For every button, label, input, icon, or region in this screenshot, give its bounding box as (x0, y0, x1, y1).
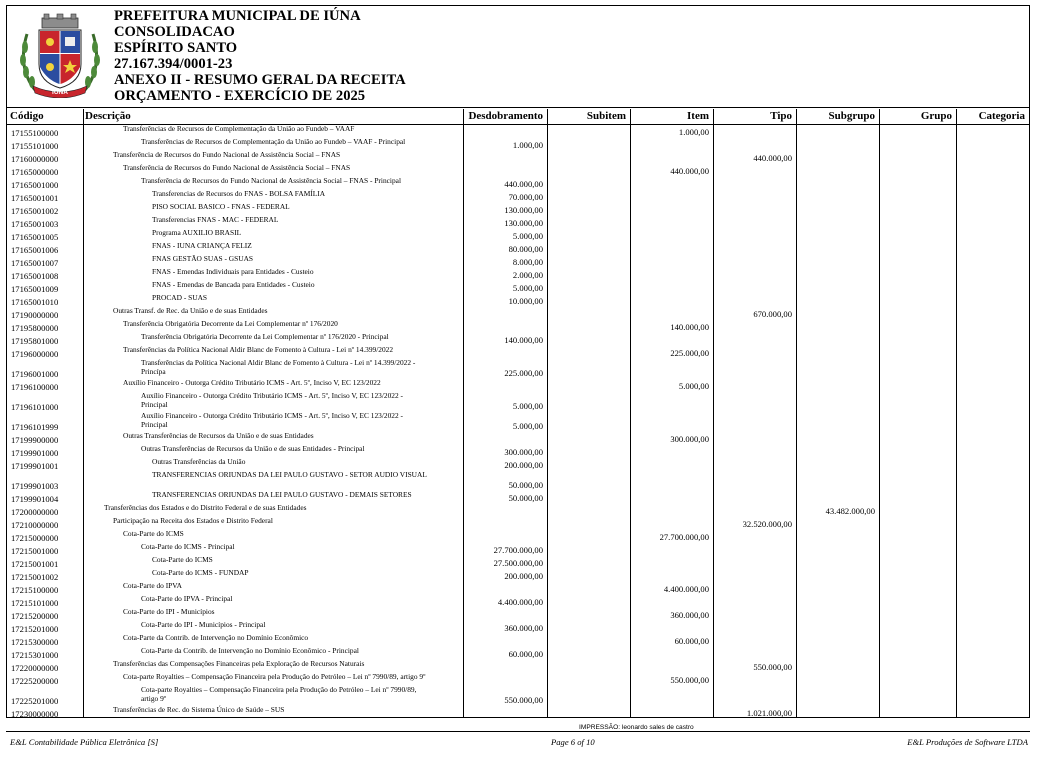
row-description: Cota-parte Royalties – Compensação Financeira pela Produção do Petróleo – Lei nº 7990/89, artigo 9º (141, 685, 417, 703)
row-amount-item: 27.700.000,00 (659, 532, 709, 542)
row-code: 17215101000 (11, 598, 59, 608)
row-amount-tipo: 1.021.000,00 (746, 708, 792, 718)
row-code: 17165001000 (11, 180, 59, 190)
row-code: 17215200000 (11, 611, 59, 621)
row-description: Transferência Obrigatória Decorrente da Lei Complementar nº 176/2020 (123, 319, 338, 328)
row-description: Cota-parte Royalties – Compensação Financeira pela Produção do Petróleo – Lei nº 7990/89, artigo 9º (123, 672, 426, 681)
row-code: 17199901004 (11, 494, 59, 504)
row-description: FNAS GESTÃO SUAS - GSUAS (152, 254, 254, 263)
budget-year: ORÇAMENTO - EXERCÍCIO DE 2025 (114, 88, 366, 104)
row-description: Cota-Parte do ICMS (152, 555, 213, 564)
col-subitem: Subitem (586, 110, 626, 122)
row-description: FNAS - Emendas Individuais para Entidades - Custeio (152, 267, 314, 276)
row-description: Transferências da Política Nacional Aldir Blanc de Fomento à Cultura - Lei nº 14.399/2022 - Princípa (141, 358, 416, 376)
row-description: Transferências de Recursos de Complementação da União ao Fundeb – VAAF - Principal (141, 137, 406, 146)
row-description: FNAS - Emendas de Bancada para Entidades - Custeio (152, 280, 315, 289)
municipal-coat-of-arms-icon (15, 12, 105, 98)
row-code: 17196101999 (11, 422, 59, 432)
row-description: Cota-Parte do IPVA - Principal (141, 594, 233, 603)
row-amount-desdobramento: 4.400.000,00 (497, 597, 543, 607)
row-code: 17215201000 (11, 624, 59, 634)
row-amount-item: 140.000,00 (670, 322, 709, 332)
row-amount-desdobramento: 140.000,00 (504, 335, 543, 345)
row-description: Cota-Parte do IPVA (123, 581, 182, 590)
col-descricao: Descrição (85, 110, 131, 122)
row-code: 17215000000 (11, 533, 59, 543)
footer-right: E&L Produções de Software LTDA (907, 737, 1028, 747)
row-description: Transferência de Recursos do Fundo Nacional de Assistência Social – FNAS (113, 150, 341, 159)
row-amount-desdobramento: 5.000,00 (512, 401, 543, 411)
row-code: 17199901000 (11, 448, 59, 458)
row-description: Auxílio Financeiro - Outorga Crédito Tributário ICMS - Art. 5º, Inciso V, EC 123/2022 (123, 378, 381, 387)
row-description: PROCAD - SUAS (152, 293, 208, 302)
row-code: 17190000000 (11, 310, 59, 320)
row-amount-tipo: 32.520.000,00 (742, 519, 792, 529)
row-description: Programa AUXILIO BRASIL (152, 228, 242, 237)
row-amount-desdobramento: 130.000,00 (504, 205, 543, 215)
row-amount-desdobramento: 27.500.000,00 (493, 558, 543, 568)
row-description: PISO SOCIAL BASICO - FNAS - FEDERAL (152, 202, 290, 211)
row-code: 17215300000 (11, 637, 59, 647)
row-amount-item: 4.400.000,00 (663, 584, 709, 594)
row-description: Cota-Parte da Contrib. de Intervenção no Domínio Econômico - Principal (141, 646, 359, 655)
row-code: 17196101000 (11, 402, 59, 412)
row-description: Participação na Receita dos Estados e Distrito Federal (113, 516, 273, 525)
row-code: 17215301000 (11, 650, 59, 660)
row-description: Transferências das Compensações Financeiras pela Exploração de Recursos Naturais (113, 659, 365, 668)
row-description: Transferencias de Recursos do FNAS - BOLSA FAMÍLIA (152, 189, 326, 198)
row-amount-desdobramento: 5.000,00 (512, 283, 543, 293)
row-amount-item: 1.000,00 (678, 127, 709, 137)
row-code: 17199901001 (11, 461, 59, 471)
row-code: 17230000000 (11, 709, 59, 718)
row-amount-item: 300.000,00 (670, 434, 709, 444)
row-code: 17155100000 (11, 128, 59, 138)
row-code: 17195801000 (11, 336, 59, 346)
page-number: Page 6 of 10 (551, 737, 595, 747)
col-item: Item (687, 110, 709, 122)
row-description: Transferências de Recursos de Complementação da União ao Fundeb – VAAF (123, 124, 355, 133)
report-title-block (114, 8, 406, 104)
row-description: Transferência de Recursos do Fundo Nacional de Assistência Social – FNAS (123, 163, 351, 172)
row-amount-tipo: 550.000,00 (753, 662, 792, 672)
col-codigo: Código (10, 110, 44, 122)
row-description: Cota-Parte do ICMS (123, 529, 184, 538)
row-description: Outras Transferências de Recursos da União e de suas Entidades (123, 431, 314, 440)
row-code: 17225200000 (11, 676, 59, 686)
row-description: TRANSFERENCIAS ORIUNDAS DA LEI PAULO GUSTAVO - SETOR AUDIO VISUAL (152, 470, 427, 479)
annex-title: ANEXO II - RESUMO GERAL DA RECEITA (114, 72, 406, 88)
row-code: 17199901003 (11, 481, 59, 491)
row-code: 17199900000 (11, 435, 59, 445)
row-code: 17165001003 (11, 219, 59, 229)
row-code: 17165001007 (11, 258, 59, 268)
row-description: Auxílio Financeiro - Outorga Crédito Tributário ICMS - Art. 5º, Inciso V, EC 123/2022 - Principal (141, 411, 403, 429)
row-amount-desdobramento: 200.000,00 (504, 460, 543, 470)
row-code: 17215001002 (11, 572, 59, 582)
row-description: Transferencias FNAS - MAC - FEDERAL (152, 215, 279, 224)
row-code: 17160000000 (11, 154, 59, 164)
state-name: ESPÍRITO SANTO (114, 40, 238, 56)
revenue-table-body (7, 125, 1029, 718)
row-amount-desdobramento: 60.000,00 (508, 649, 543, 659)
row-description: Transferência Obrigatória Decorrente da Lei Complementar nº 176/2020 - Principal (141, 332, 389, 341)
row-code: 17165001005 (11, 232, 59, 242)
row-amount-desdobramento: 50.000,00 (508, 493, 543, 503)
row-amount-item: 60.000,00 (674, 636, 709, 646)
row-amount-desdobramento: 27.700.000,00 (493, 545, 543, 555)
row-amount-tipo: 670.000,00 (753, 309, 792, 319)
row-description: Cota-Parte do ICMS - Principal (141, 542, 235, 551)
row-code: 17215001001 (11, 559, 59, 569)
row-code: 17196000000 (11, 349, 59, 359)
entity-name: CONSOLIDACAO (114, 24, 235, 40)
row-amount-desdobramento: 225.000,00 (504, 368, 543, 378)
footer-divider (6, 731, 1030, 732)
table-row (7, 392, 1029, 412)
row-description: Transferências da Política Nacional Aldir Blanc de Fomento à Cultura - Lei nº 14.399/2022 (123, 345, 394, 354)
row-description: Cota-Parte da Contrib. de Intervenção no Domínio Econômico (123, 633, 309, 642)
table-row (7, 471, 1029, 491)
row-code: 17215100000 (11, 585, 59, 595)
table-row (7, 686, 1029, 706)
row-description: Outras Transferências de Recursos da União e de suas Entidades - Principal (141, 444, 365, 453)
row-code: 17165001008 (11, 271, 59, 281)
row-description: Cota-Parte do IPI - Municípios (123, 607, 215, 616)
row-amount-desdobramento: 80.000,00 (508, 244, 543, 254)
row-description: Outras Transferências da União (152, 457, 246, 466)
row-code: 17200000000 (11, 507, 59, 517)
row-code: 17165000000 (11, 167, 59, 177)
row-code: 17165001009 (11, 284, 59, 294)
row-amount-desdobramento: 300.000,00 (504, 447, 543, 457)
row-description: Cota-Parte do ICMS - FUNDAP (152, 568, 249, 577)
col-tipo: Tipo (770, 110, 792, 122)
row-description: FNAS - IUNA CRIANÇA FELIZ (152, 241, 252, 250)
cnpj: 27.167.394/0001-23 (114, 56, 233, 72)
row-amount-desdobramento: 440.000,00 (504, 179, 543, 189)
row-amount-tipo: 440.000,00 (753, 153, 792, 163)
footer-left: E&L Contabilidade Pública Eletrônica [S] (10, 737, 159, 747)
row-amount-desdobramento: 8.000,00 (512, 257, 543, 267)
row-description: Auxílio Financeiro - Outorga Crédito Tributário ICMS - Art. 5º, Inciso V, EC 123/2022 - Principal (141, 391, 403, 409)
row-amount-desdobramento: 50.000,00 (508, 480, 543, 490)
column-header-row (7, 109, 1029, 125)
row-amount-desdobramento: 70.000,00 (508, 192, 543, 202)
row-amount-desdobramento: 5.000,00 (512, 231, 543, 241)
row-description: Transferências dos Estados e do Distrito Federal e de suas Entidades (104, 503, 307, 512)
row-amount-desdobramento: 360.000,00 (504, 623, 543, 633)
row-amount-item: 5.000,00 (678, 381, 709, 391)
print-user: IMPRESSÃO: leonardo sales de castro (579, 724, 694, 731)
report-header (7, 6, 1029, 108)
row-amount-desdobramento: 2.000,00 (512, 270, 543, 280)
row-code: 17165001002 (11, 206, 59, 216)
row-amount-item: 360.000,00 (670, 610, 709, 620)
row-code: 17195800000 (11, 323, 59, 333)
row-code: 17155101000 (11, 141, 59, 151)
row-code: 17165001006 (11, 245, 59, 255)
municipality-name: PREFEITURA MUNICIPAL DE IÚNA (114, 8, 361, 24)
row-amount-item: 225.000,00 (670, 348, 709, 358)
row-description: Transferência de Recursos do Fundo Nacional de Assistência Social – FNAS - Principal (141, 176, 401, 185)
row-code: 17196100000 (11, 382, 59, 392)
row-description: Transferências de Rec. do Sistema Único de Saúde – SUS (113, 705, 285, 714)
row-code: 17165001010 (11, 297, 59, 307)
row-amount-subgrupo: 43.482.000,00 (825, 506, 875, 516)
col-desdobramento: Desdobramento (468, 110, 543, 122)
col-categoria: Categoria (978, 110, 1025, 122)
row-code: 17196001000 (11, 369, 59, 379)
row-amount-desdobramento: 5.000,00 (512, 421, 543, 431)
row-amount-item: 550.000,00 (670, 675, 709, 685)
row-code: 17210000000 (11, 520, 59, 530)
report-sheet (6, 5, 1030, 718)
row-code: 17220000000 (11, 663, 59, 673)
row-code: 17225201000 (11, 696, 59, 706)
row-amount-desdobramento: 10.000,00 (508, 296, 543, 306)
row-amount-desdobramento: 200.000,00 (504, 571, 543, 581)
table-row (7, 359, 1029, 379)
row-description: TRANSFERENCIAS ORIUNDAS DA LEI PAULO GUSTAVO - DEMAIS SETORES (152, 490, 412, 499)
svg-text:IÚNA: IÚNA (52, 89, 68, 96)
row-amount-desdobramento: 130.000,00 (504, 218, 543, 228)
table-row (7, 412, 1029, 432)
col-subgrupo: Subgrupo (828, 110, 875, 122)
col-grupo: Grupo (920, 110, 952, 122)
row-description: Outras Transf. de Rec. da União e de suas Entidades (113, 306, 268, 315)
row-amount-desdobramento: 1.000,00 (512, 140, 543, 150)
row-amount-item: 440.000,00 (670, 166, 709, 176)
row-code: 17215001000 (11, 546, 59, 556)
row-description: Cota-Parte do IPI - Municípios - Principal (141, 620, 266, 629)
row-code: 17165001001 (11, 193, 59, 203)
row-amount-desdobramento: 550.000,00 (504, 695, 543, 705)
table-row (7, 706, 1029, 718)
